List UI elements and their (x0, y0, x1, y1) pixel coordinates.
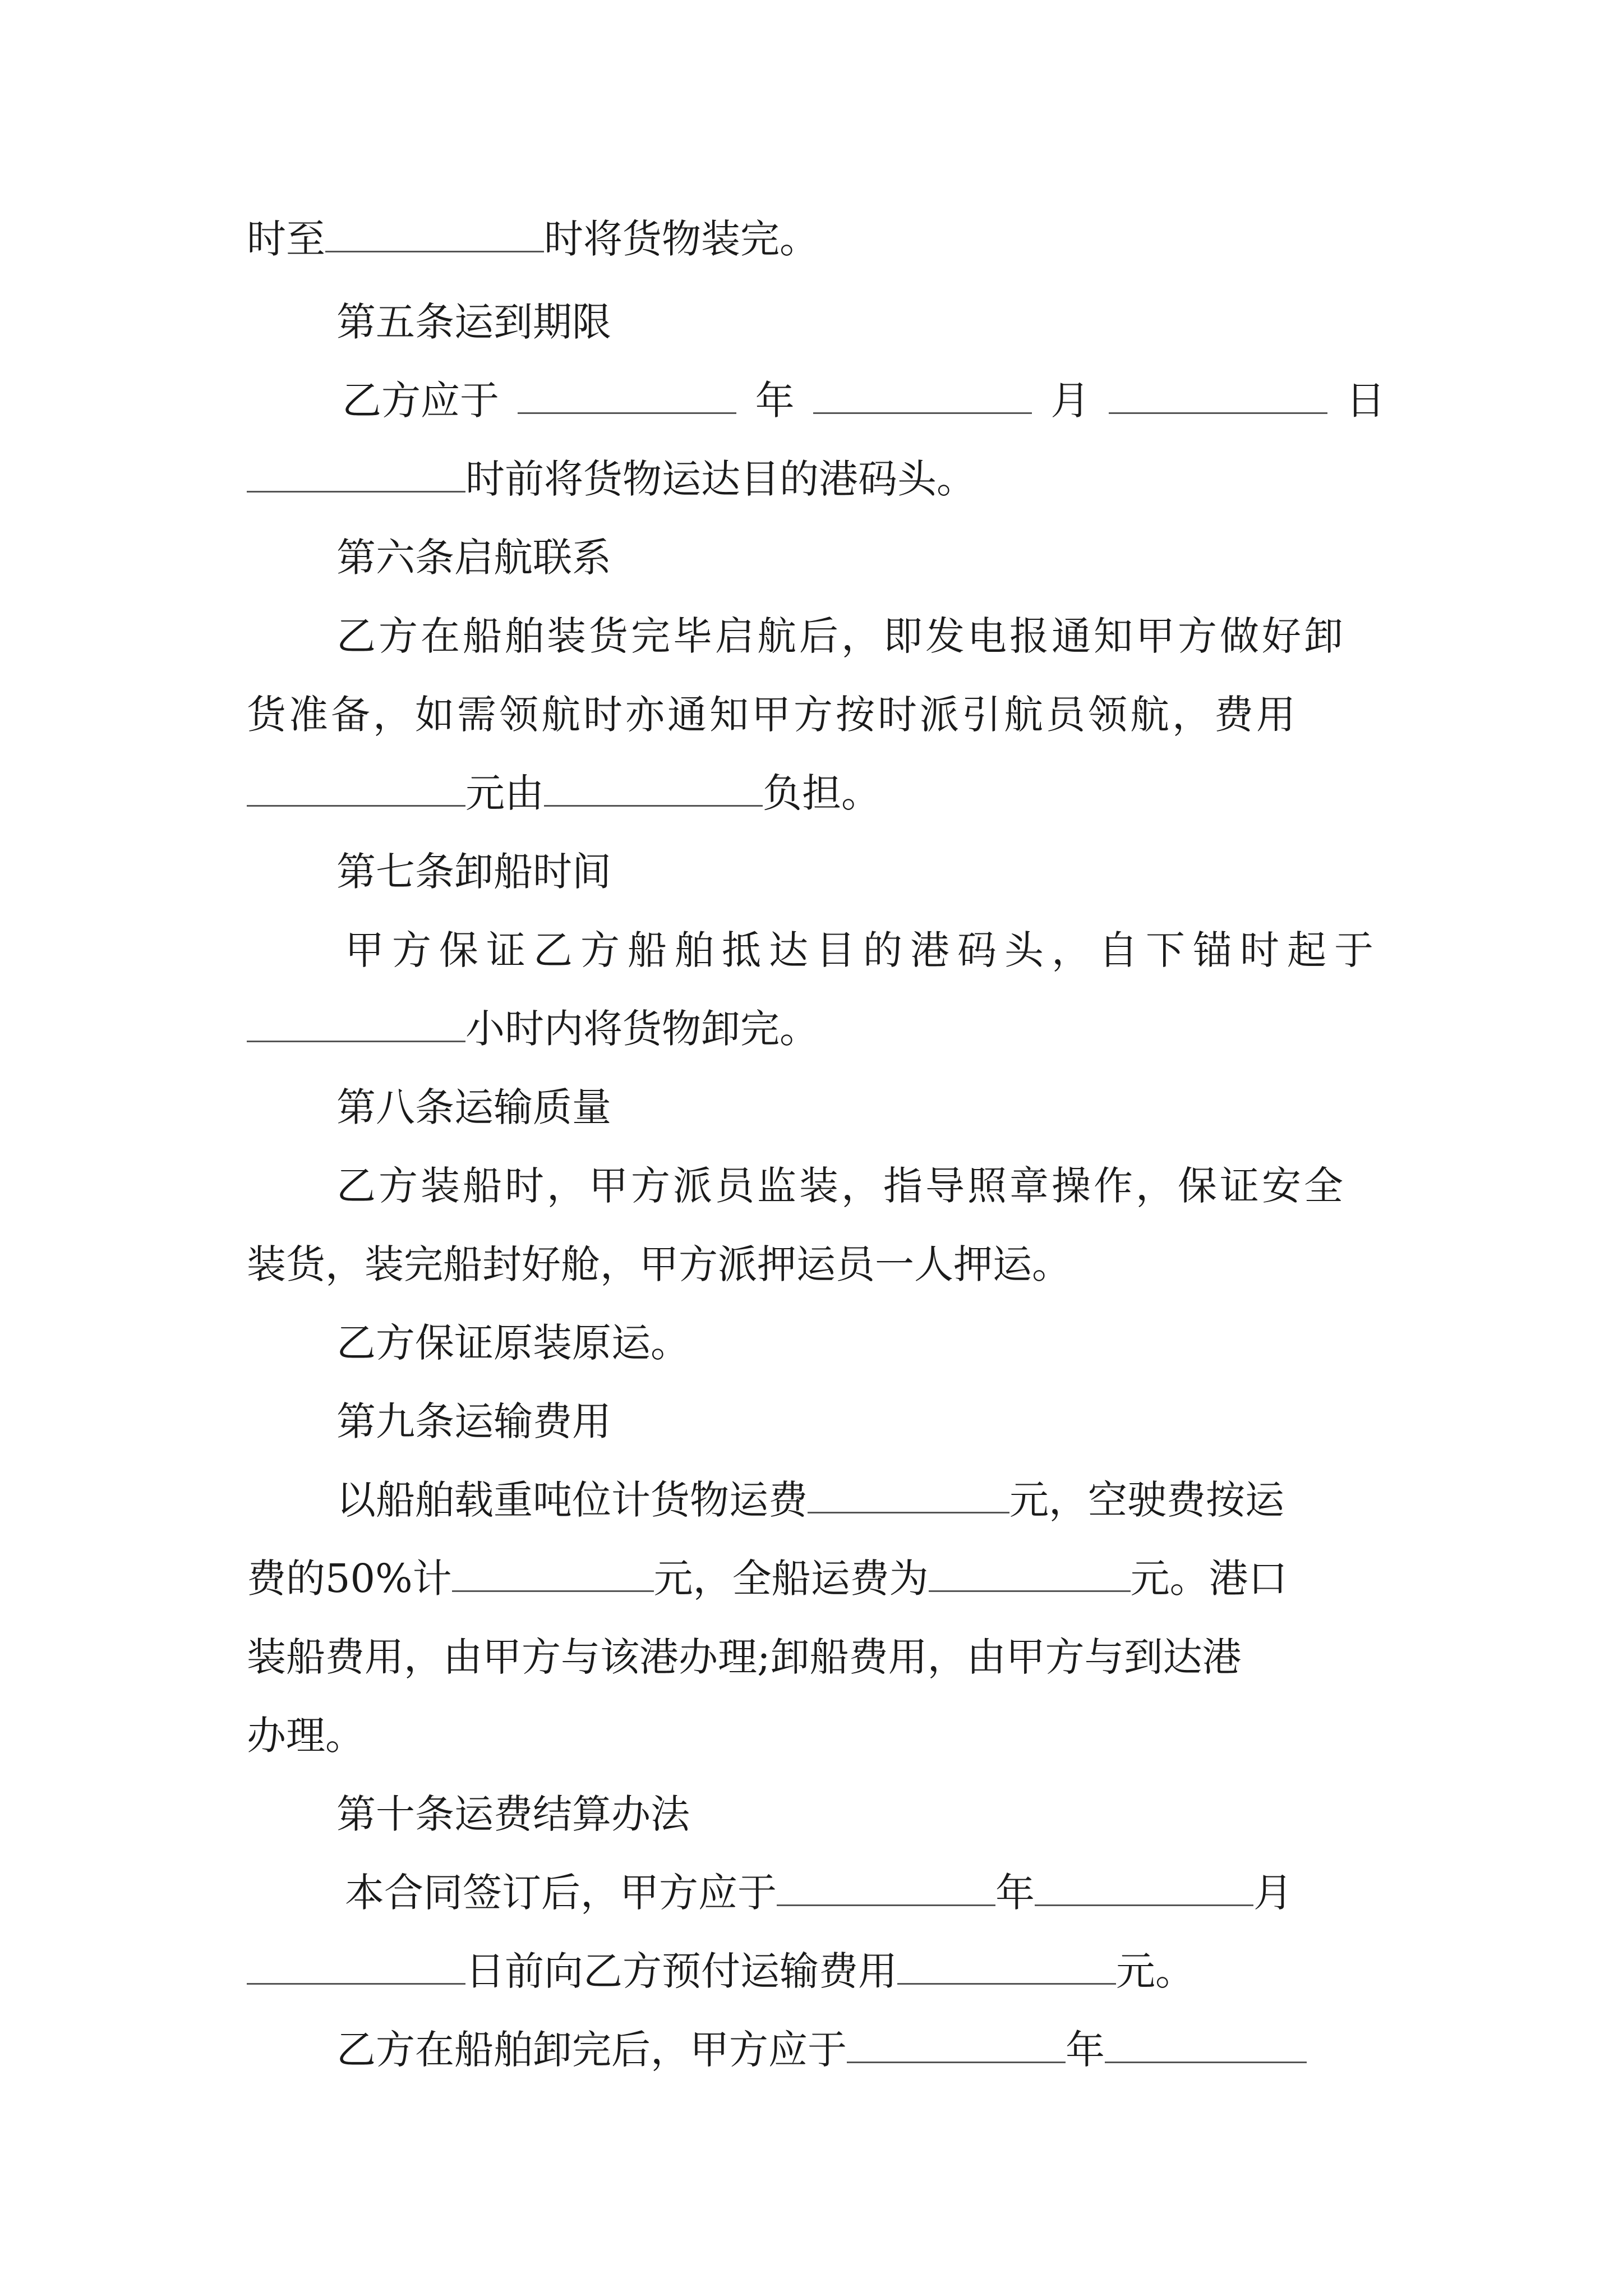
fill-blank (808, 1477, 1009, 1513)
text-line: 乙方装船时，甲方派员监装，指导照章操作，保证安全 (336, 1163, 1346, 1209)
text-segment: 时前将货物运达目的港码头。 (465, 456, 976, 502)
article-title: 第六条启航联系 (336, 535, 611, 581)
text-line: 装货，装完船封好舱，甲方派押运员一人押运。 (247, 1241, 1071, 1287)
text-segment: 月 (1050, 378, 1090, 424)
fill-blank (518, 378, 736, 414)
text-segment: 费的50%计 (247, 1556, 452, 1602)
text-segment: 小时内将货物卸完。 (465, 1006, 819, 1052)
fill-blank (247, 1948, 465, 1985)
text-segment: 年 (995, 1870, 1035, 1916)
fill-blank (1109, 378, 1327, 414)
text-segment: 年 (1066, 2027, 1105, 2073)
text-segment: 负担。 (763, 770, 880, 816)
fill-blank (544, 770, 763, 807)
text-segment: 时至 (247, 216, 325, 262)
text-line (336, 1472, 1284, 1528)
text-segment: 元。 (1116, 1948, 1195, 1994)
text-line: 乙方保证原装原运。 (336, 1320, 690, 1366)
fill-blank (813, 378, 1032, 414)
fill-blank (847, 2027, 1066, 2063)
text-segment: 元，空驶费按运 (1009, 1477, 1284, 1523)
text-line (336, 2022, 1307, 2078)
text-segment: 乙方在船舶卸完后，甲方应于 (336, 2027, 847, 2073)
fill-blank (897, 1948, 1116, 1985)
text-segment: 以船舶载重吨位计货物运费 (336, 1477, 808, 1523)
text-line (247, 1001, 819, 1057)
fill-blank (1035, 1870, 1253, 1906)
text-line (247, 1550, 1288, 1607)
fill-blank (325, 216, 544, 252)
text-line (247, 765, 880, 821)
fill-blank (452, 1556, 654, 1592)
text-line (247, 1943, 1195, 1999)
text-segment: 本合同签订后，甲方应于 (345, 1870, 777, 1916)
text-segment: 元，全船运费为 (653, 1556, 929, 1602)
article-title: 第九条运输费用 (336, 1398, 611, 1444)
text-line (345, 1865, 1293, 1921)
fill-blank (247, 1006, 465, 1042)
fill-blank (247, 770, 465, 807)
text-line: 办理。 (247, 1713, 365, 1759)
text-line (247, 451, 976, 507)
text-segment: 年 (755, 378, 795, 424)
fill-blank (247, 456, 465, 493)
text-line: 装船费用，由甲方与该港办理;卸船费用，由甲方与到达港 (247, 1634, 1242, 1680)
article-title: 第五条运到期限 (336, 299, 611, 345)
text-segment: 元。港口 (1130, 1556, 1288, 1602)
text-line: 乙方在船舶装货完毕启航后，即发电报通知甲方做好卸 (336, 613, 1346, 659)
text-segment: 元由 (465, 770, 544, 816)
text-line (247, 211, 819, 267)
fill-blank (929, 1556, 1131, 1592)
text-line: 甲方保证乙方船舶抵达目的港码头，自下锚时起于 (345, 927, 1381, 973)
text-line: 货准备，如需领航时亦通知甲方按时派引航员领航，费用 (247, 692, 1298, 738)
text-segment: 月 (1253, 1870, 1293, 1916)
article-title: 第八条运输质量 (336, 1084, 611, 1130)
text-segment: 日前向乙方预付运输费用 (465, 1948, 897, 1994)
text-segment: 乙方应于 (342, 378, 499, 424)
fill-blank (777, 1870, 995, 1906)
article-title: 第十条运费结算办法 (336, 1791, 690, 1837)
fill-blank (1105, 2027, 1307, 2063)
text-segment: 日 (1345, 378, 1385, 424)
text-line (247, 372, 1385, 429)
text-segment: 时将货物装完。 (544, 216, 819, 262)
article-title: 第七条卸船时间 (336, 849, 611, 895)
